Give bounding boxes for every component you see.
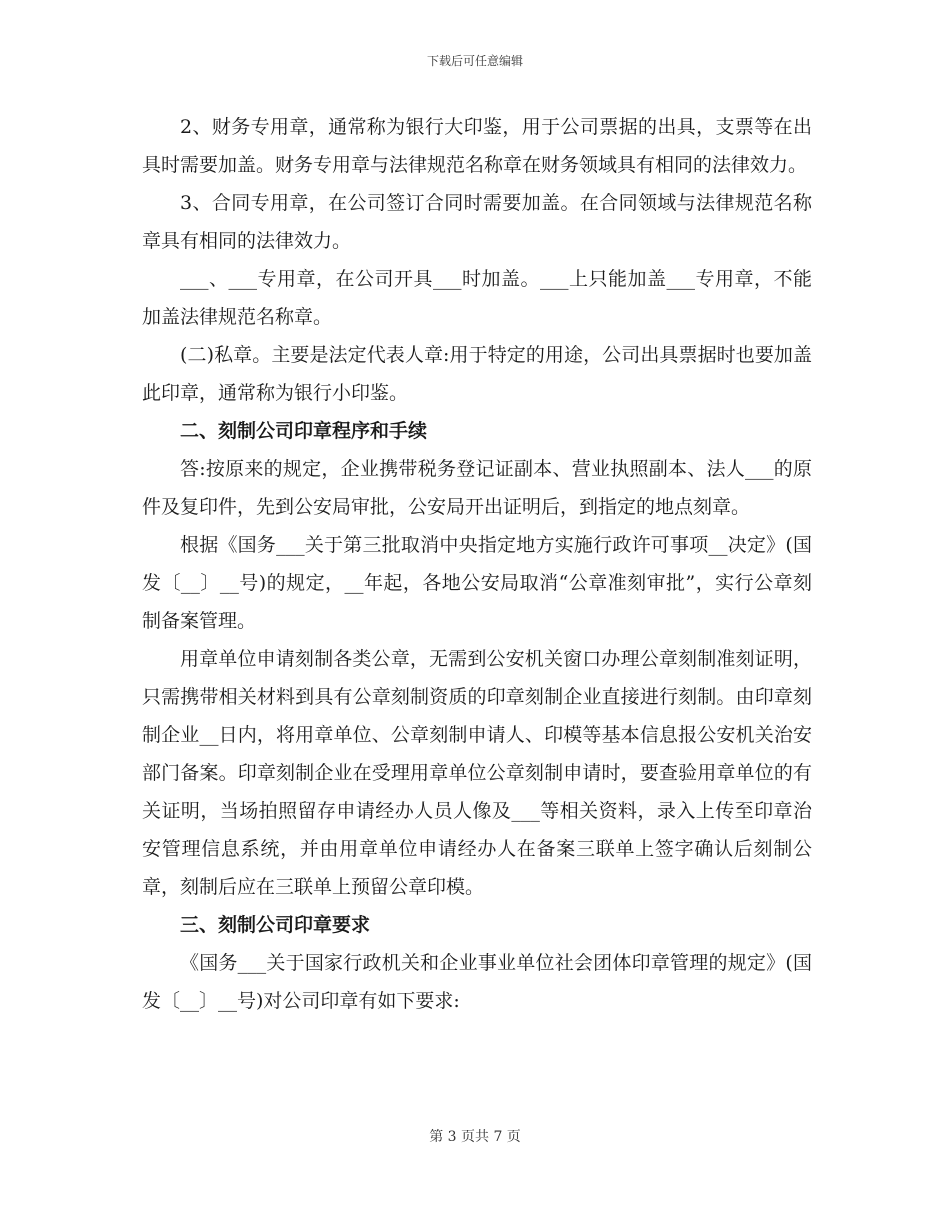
paragraph-regulation: 根据《国务___关于第三批取消中央指定地方实施行政许可事项__决定》(国发〔__〕__号)的规定，__年起，各地公安局取消“公章准刻审批”，实行公章刻制备案管理。 <box>142 534 812 632</box>
paragraph-application: 用章单位申请刻制各类公章，无需到公安机关窗口办理公章刻制准刻证明，只需携带相关材料到具有公章刻制资质的印章刻制企业直接进行刻制。由印章刻制企业__日内，将用章单位、公章刻制申请人、印模等基本信息报公安机关治安部门备案。印章刻制企业在受理用章单位公章刻制申请时，要查验用章单位的有关证明，当场拍照留存申请经办人员人像及___等相关资料，录入上传至印章治安管理信息系统，并由用章单位申请经办人在备案三联单上签字确认后刻制公章，刻制后应在三联单上预留公章印模。 <box>142 648 812 898</box>
paragraph-private-seal: (二)私章。主要是法定代表人章:用于特定的用途，公司出具票据时也要加盖此印章，通常称为银行小印鉴。 <box>142 344 812 404</box>
section-heading-procedure: 二、刻制公司印章程序和手续 <box>180 420 428 442</box>
document-body <box>142 108 812 1020</box>
page-footer: 第 3 页共 7 页 <box>429 1129 521 1145</box>
section-heading-requirements: 三、刻制公司印章要求 <box>180 914 371 936</box>
paragraph-finance-seal: 2、财务专用章，通常称为银行大印鉴，用于公司票据的出具，支票等在出具时需要加盖。财务专用章与法律规范名称章在财务领域具有相同的法律效力。 <box>142 116 812 176</box>
paragraph-contract-seal: 3、合同专用章，在公司签订合同时需要加盖。在合同领域与法律规范名称章具有相同的法律效力。 <box>142 192 812 252</box>
paragraph-answer: 答:按原来的规定，企业携带税务登记证副本、营业执照副本、法人___的原件及复印件，先到公安局审批，公安局开出证明后，到指定的地点刻章。 <box>142 458 812 518</box>
paragraph-requirements: 《国务___关于国家行政机关和企业事业单位社会团体印章管理的规定》(国发〔__〕__号)对公司印章有如下要求: <box>142 952 812 1012</box>
paragraph-special-seal: ___、___专用章，在公司开具___时加盖。___上只能加盖___专用章，不能加盖法律规范名称章。 <box>142 268 812 328</box>
page-header: 下载后可任意编辑 <box>426 54 523 68</box>
